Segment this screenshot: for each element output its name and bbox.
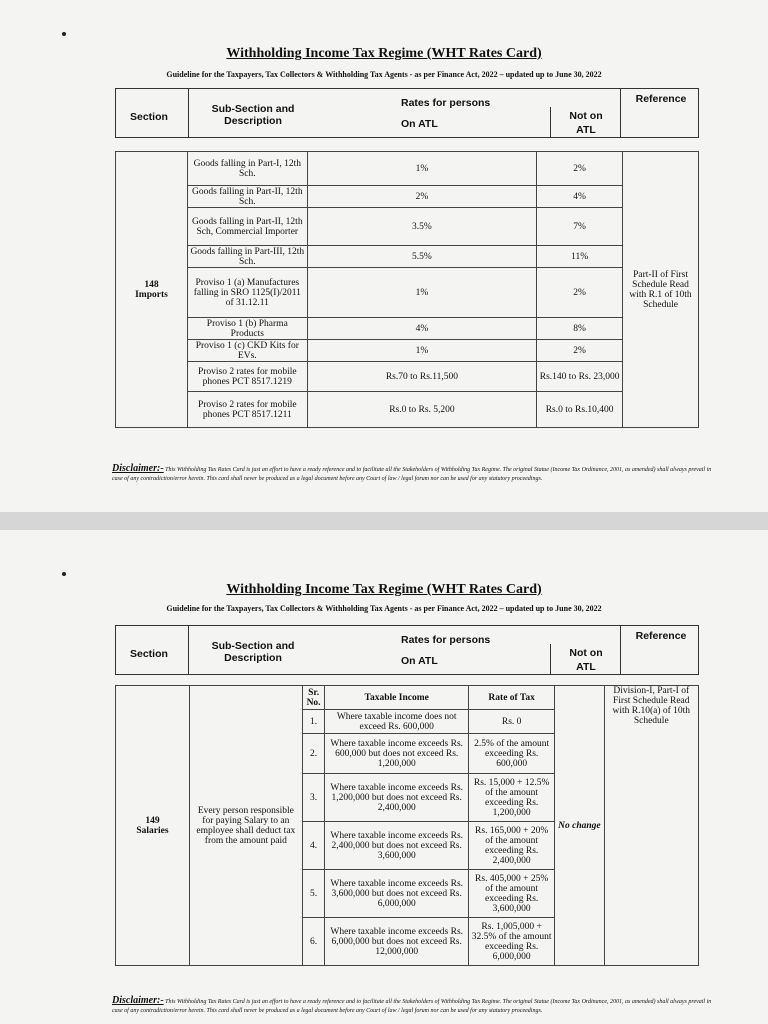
header-subsection — [198, 103, 308, 127]
taxable-income-cell: Where taxable income exceeds Rs. 1,200,000 but does not exceed Rs. 2,400,000 — [325, 774, 469, 822]
atl-rate-cell: 4% — [307, 318, 536, 340]
taxable-income-cell: Where taxable income does not exceed Rs. 600,000 — [325, 710, 469, 734]
description-cell: Goods falling in Part-II, 12th Sch. — [187, 186, 307, 208]
card-header — [115, 625, 699, 675]
taxable-income-cell: Where taxable income exceeds Rs. 600,000 but does not exceed Rs. 1,200,000 — [325, 734, 469, 774]
inner-header-sr: Sr. No. — [302, 686, 325, 710]
taxable-income-cell: Where taxable income exceeds Rs. 2,400,000 but does not exceed Rs. 3,600,000 — [325, 822, 469, 870]
guideline-text: Guideline for the Taxpayers, Tax Collectors & Withholding Tax Agents - as per Finance Act, 2022 – updated up to June 30, 2022 — [166, 70, 602, 79]
non-atl-rate-cell: 2% — [537, 152, 623, 186]
header-on-atl: On ATL — [401, 655, 438, 667]
header-section: Section — [130, 648, 168, 660]
section-number: 148 — [144, 279, 159, 290]
non-atl-rate-cell: 8% — [537, 318, 623, 340]
disclaimer-label: Disclaimer:- — [112, 995, 164, 1006]
rate-of-tax-cell: Rs. 0 — [469, 710, 555, 734]
header-not-on-line1: Not on — [569, 647, 603, 659]
header-subsection-line2: Description — [224, 652, 282, 664]
section-cell — [116, 686, 190, 966]
serial-cell: 2. — [302, 734, 325, 774]
non-atl-rate-cell: 4% — [537, 186, 623, 208]
rate-of-tax-cell: Rs. 405,000 + 25% of the amount exceeding Rs. 3,600,000 — [469, 870, 555, 918]
serial-cell: 3. — [302, 774, 325, 822]
disclaimer — [112, 464, 712, 484]
table-row — [116, 392, 699, 428]
disclaimer-text: This Withholding Tax Rates Card is just an effort to have a ready reference and to facilitate all the Stakeholders of Withholding Tax Regime. The original Statue (Income Tax Ordinance, 2001, as amended) shall always prevail in case of any contradiction/error herein. This card shall never be produced as a legal document before any Court of law / legal forum nor can be used for any statutory proceedings. — [112, 999, 712, 1014]
table-row — [116, 340, 699, 362]
reference-cell: Part-II of First Schedule Read with R.1 of 10th Schedule — [623, 152, 699, 428]
scan-mark — [62, 32, 66, 36]
description-cell: Goods falling in Part-I, 12th Sch. — [187, 152, 307, 186]
card-title: Withholding Income Tax Regime (WHT Rates Card) — [226, 46, 542, 61]
reference-cell: Division-I, Part-I of First Schedule Read with R.10(a) of 10th Schedule — [604, 686, 698, 966]
non-atl-rate-cell: Rs.0 to Rs.10,400 — [537, 392, 623, 428]
header-not-on-atl — [556, 109, 616, 137]
disclaimer-text: This Withholding Tax Rates Card is just an effort to have a ready reference and to facilitate all the Stakeholders of Withholding Tax Regime. The original Statue (Income Tax Ordinance, 2001, as amended) shall always prevail in case of any contradiction/error herein. This card shall never be produced as a legal document before any Court of law / legal forum nor can be used for any statutory proceedings. — [112, 467, 712, 482]
atl-rate-cell: Rs.70 to Rs.11,500 — [307, 362, 536, 392]
rate-of-tax-cell: 2.5% of the amount exceeding Rs. 600,000 — [469, 734, 555, 774]
inner-header-rate: Rate of Tax — [469, 686, 555, 710]
description-cell: Proviso 2 rates for mobile phones PCT 8517.1211 — [187, 392, 307, 428]
section-cell — [116, 152, 188, 428]
disclaimer — [112, 996, 712, 1016]
header-rates: Rates for persons — [401, 634, 491, 646]
header-not-on-atl — [556, 646, 616, 674]
non-atl-rate-cell: 2% — [537, 268, 623, 318]
header-subsection-line1: Sub-Section and — [211, 103, 295, 115]
header-subsection-line2: Description — [224, 115, 282, 127]
table-row — [116, 362, 699, 392]
rate-of-tax-cell: Rs. 15,000 + 12.5% of the amount exceeding Rs. 1,200,000 — [469, 774, 555, 822]
header-not-on-line2: ATL — [576, 124, 596, 136]
atl-rate-cell: 2% — [307, 186, 536, 208]
serial-cell: 1. — [302, 710, 325, 734]
header-subsection-line1: Sub-Section and — [211, 640, 295, 652]
serial-cell: 5. — [302, 870, 325, 918]
atl-rate-cell: 1% — [307, 152, 536, 186]
table-row — [116, 246, 699, 268]
header-not-on-line1: Not on — [569, 110, 603, 122]
scan-mark — [62, 572, 66, 576]
non-atl-rate-cell: 11% — [537, 246, 623, 268]
table-row — [116, 186, 699, 208]
table-row — [116, 152, 699, 186]
header-not-on-line2: ATL — [576, 661, 596, 673]
description-cell: Proviso 1 (b) Pharma Products — [187, 318, 307, 340]
card-header — [115, 88, 699, 138]
inner-header-row — [116, 686, 699, 710]
imports-rates-table — [115, 151, 699, 428]
description-cell: Goods falling in Part-II, 12th Sch, Commercial Importer — [187, 208, 307, 246]
non-atl-rate-cell: Rs.140 to Rs. 23,000 — [537, 362, 623, 392]
taxable-income-cell: Where taxable income exceeds Rs. 3,600,000 but does not exceed Rs. 6,000,000 — [325, 870, 469, 918]
guideline-text: Guideline for the Taxpayers, Tax Collectors & Withholding Tax Agents - as per Finance Act, 2022 – updated up to June 30, 2022 — [166, 604, 602, 613]
atl-rate-cell: 5.5% — [307, 246, 536, 268]
serial-cell: 6. — [302, 918, 325, 966]
atl-rate-cell: 1% — [307, 268, 536, 318]
page-divider — [0, 512, 768, 530]
rates-card-salaries — [0, 530, 768, 1024]
atl-rate-cell: 3.5% — [307, 208, 536, 246]
header-rates: Rates for persons — [401, 97, 491, 109]
rate-of-tax-cell: Rs. 165,000 + 20% of the amount exceeding Rs. 2,400,000 — [469, 822, 555, 870]
section-number: 149 — [145, 815, 160, 826]
description-cell: Every person responsible for paying Salary to an employee shall deduct tax from the amount paid — [189, 686, 302, 966]
atl-rate-cell: Rs.0 to Rs. 5,200 — [307, 392, 536, 428]
no-change-cell: No change — [555, 686, 604, 966]
salary-slab-table — [115, 685, 699, 966]
disclaimer-label: Disclaimer:- — [112, 463, 164, 474]
serial-cell: 4. — [302, 822, 325, 870]
taxable-income-cell: Where taxable income exceeds Rs. 6,000,000 but does not exceed Rs. 12,000,000 — [325, 918, 469, 966]
header-reference: Reference — [635, 630, 687, 642]
rate-of-tax-cell: Rs. 1,005,000 + 32.5% of the amount exceeding Rs. 6,000,000 — [469, 918, 555, 966]
non-atl-rate-cell: 7% — [537, 208, 623, 246]
description-cell: Goods falling in Part-III, 12th Sch. — [187, 246, 307, 268]
card-title: Withholding Income Tax Regime (WHT Rates Card) — [226, 582, 542, 597]
section-name: Salaries — [136, 825, 169, 836]
description-cell: Proviso 1 (a) Manufactures falling in SRO 1125(I)/2011 of 31.12.11 — [187, 268, 307, 318]
non-atl-rate-cell: 2% — [537, 340, 623, 362]
inner-header-income: Taxable Income — [325, 686, 469, 710]
header-section: Section — [130, 111, 168, 123]
table-row — [116, 318, 699, 340]
header-subsection — [198, 640, 308, 664]
section-name: Imports — [135, 289, 168, 300]
atl-rate-cell: 1% — [307, 340, 536, 362]
header-reference: Reference — [635, 93, 687, 105]
table-row — [116, 208, 699, 246]
table-row — [116, 268, 699, 318]
header-on-atl: On ATL — [401, 118, 438, 130]
description-cell: Proviso 1 (c) CKD Kits for EVs. — [187, 340, 307, 362]
description-cell: Proviso 2 rates for mobile phones PCT 8517.1219 — [187, 362, 307, 392]
